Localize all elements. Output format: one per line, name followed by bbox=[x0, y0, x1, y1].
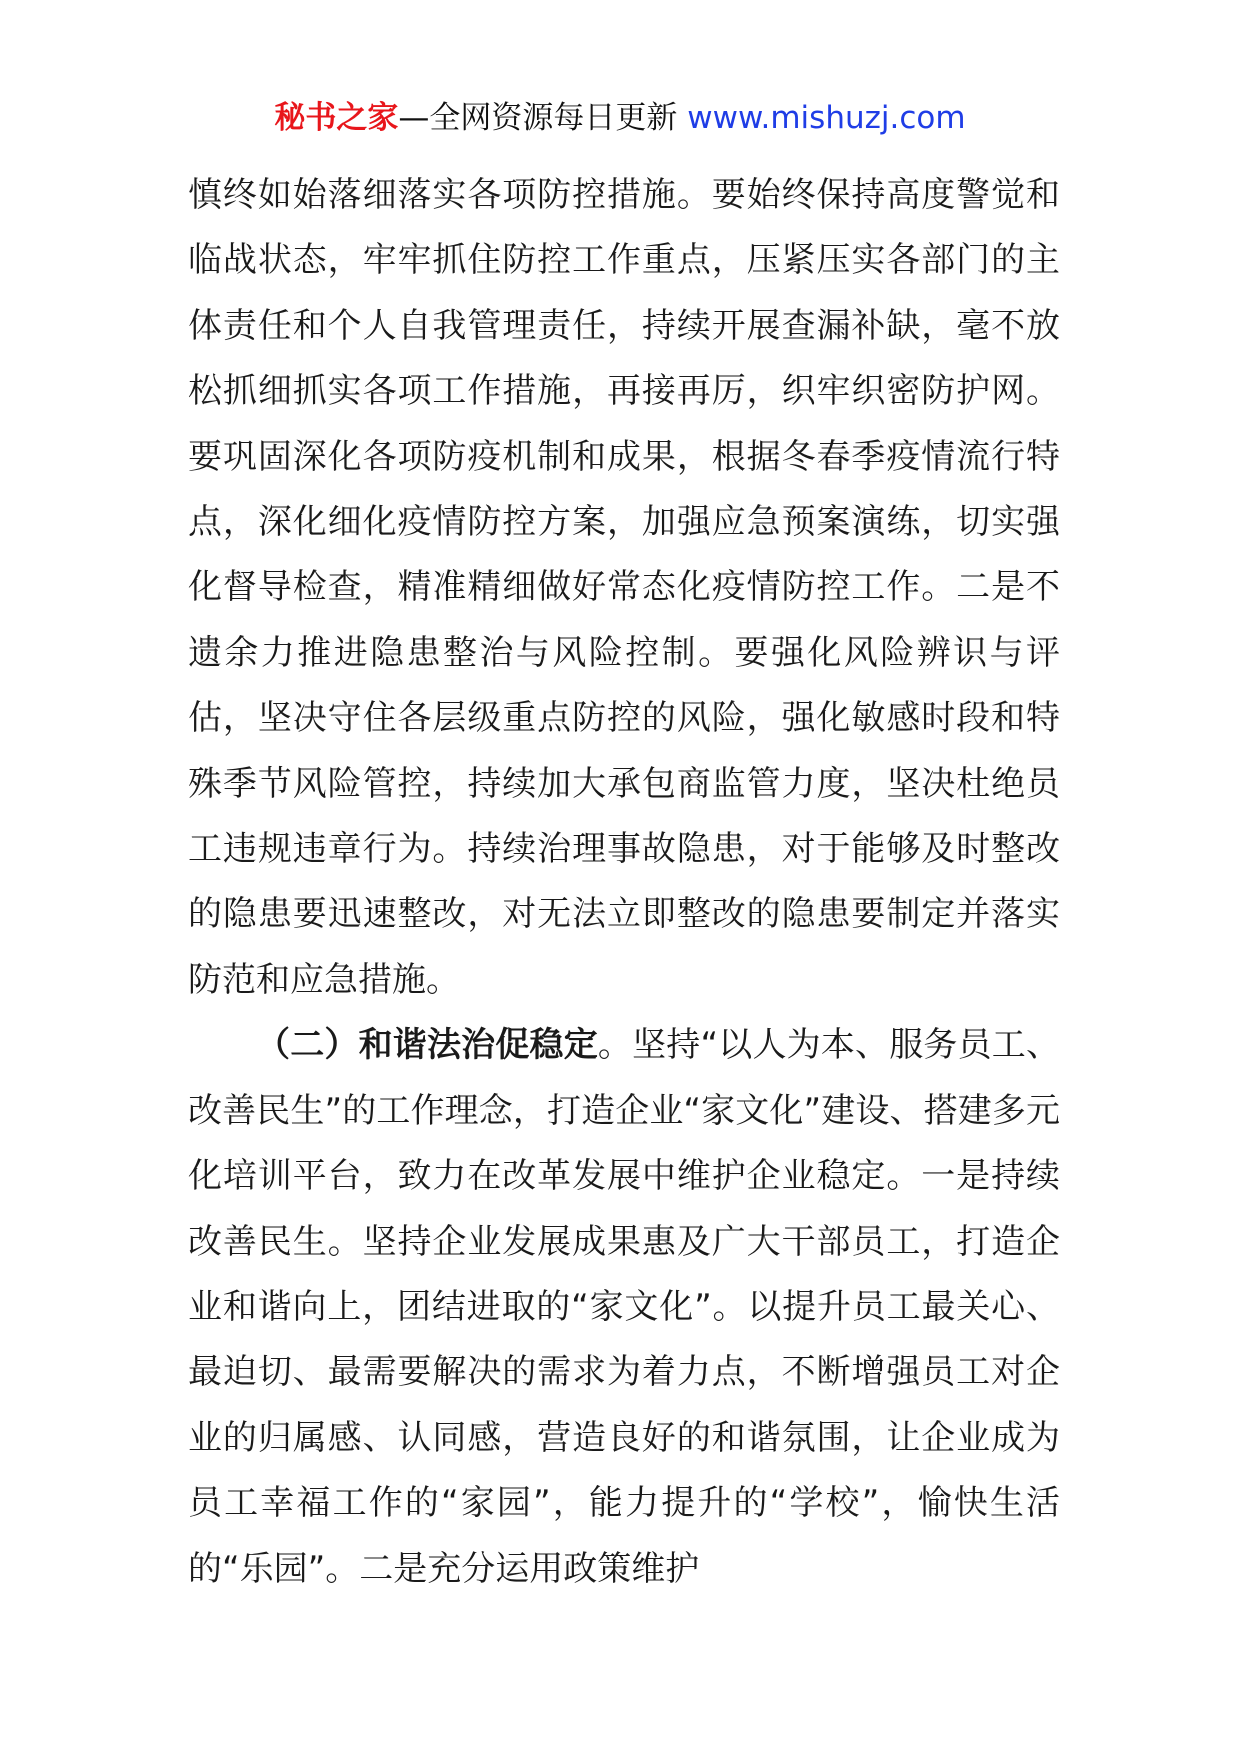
site-url-link[interactable]: www.mishuzj.com bbox=[687, 100, 966, 136]
paragraph-1: 慎终如始落细落实各项防控措施。要始终保持高度警觉和临战状态，牢牢抓住防控工作重点，压紧压实各部门的主体责任和个人自我管理责任，持续开展查漏补缺，毫不放松抓细抓实各项工作措施，再接再厉，织牢织密防护网。要巩固深化各项防疫机制和成果，根据冬春季疫情流行特点，深化细化疫情防控方案，加强应急预案演练，切实强化督导检查，精准精细做好常态化疫情防控工作。二是不遗余力推进隐患整治与风险控制。要强化风险辨识与评估，坚决守住各层级重点防控的风险，强化敏感时段和特殊季节风险管控，持续加大承包商监管力度，坚决杜绝员工违规违章行为。持续治理事故隐患，对于能够及时整改的隐患要迅速整改，对无法立即整改的隐患要制定并落实防范和应急措施。 bbox=[188, 175, 1060, 1000]
paragraph-2-text: 。坚持“以人为本、服务员工、改善民生”的工作理念，打造企业“家文化”建设、搭建多元化培训平台，致力在改革发展中维护企业稳定。一是持续改善民生。坚持企业发展成果惠及广大干部员工，打造企业和谐向上，团结进取的“家文化”。以提升员工最关心、最迫切、最需要解决的需求为着力点，不断增强员工对企业的归属感、认同感，营造良好的和谐氛围，让企业成为员工幸福工作的“家园”，能力提升的“学校”，愉快生活的“乐园”。二是充分运用政策维护 bbox=[188, 1025, 1060, 1589]
document-body bbox=[188, 163, 1060, 1602]
paragraph-2 bbox=[188, 1013, 1060, 1602]
header-tagline: —全网资源每日更新 bbox=[398, 100, 688, 136]
section-heading: （二）和谐法治促稳定 bbox=[256, 1025, 598, 1066]
site-header bbox=[0, 98, 1240, 138]
brand-name: 秘书之家 bbox=[274, 100, 399, 136]
